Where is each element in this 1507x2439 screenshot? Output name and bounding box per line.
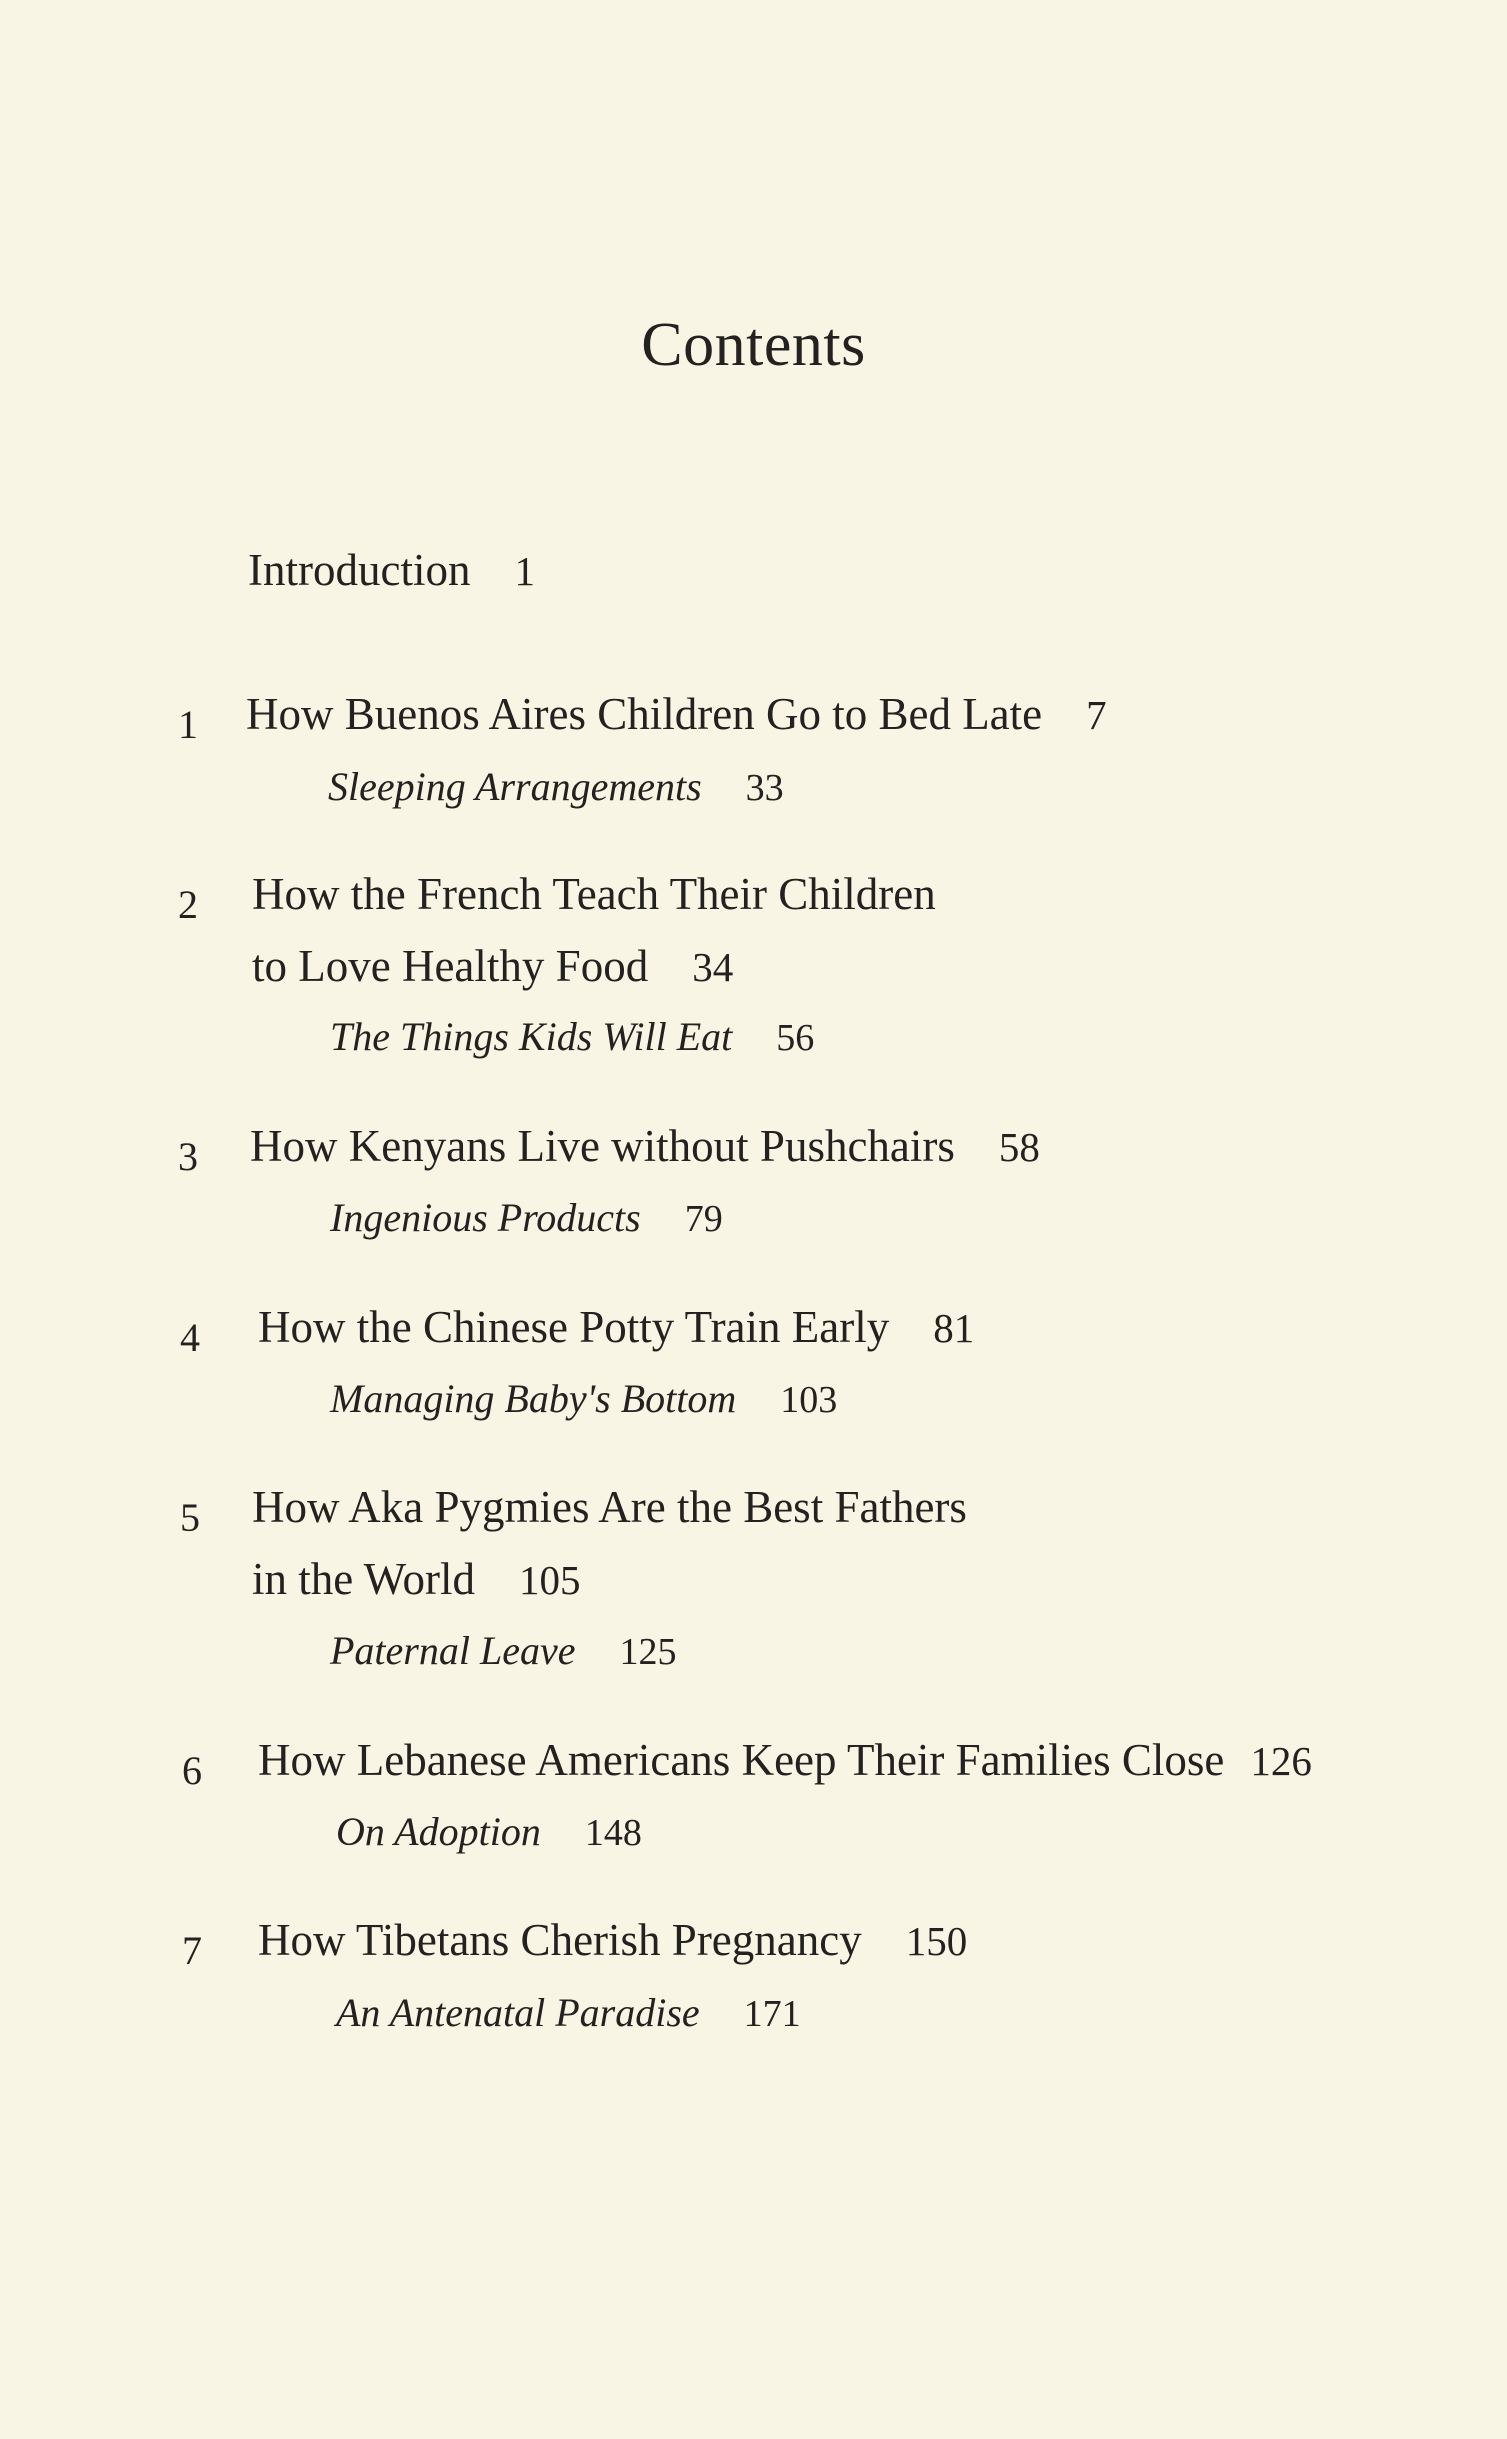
chapter-number: 3 <box>178 1134 198 1179</box>
chapter-number: 5 <box>180 1495 200 1540</box>
toc-page-number: 126 <box>1250 1738 1312 1784</box>
toc-subsection-title: The Things Kids Will Eat <box>330 1014 733 1059</box>
toc-subsection-title: Managing Baby's Bottom <box>330 1376 737 1421</box>
toc-entry-title: How Lebanese Americans Keep Their Families Close <box>258 1735 1225 1785</box>
toc-page-number: 56 <box>776 1017 815 1059</box>
toc-entry-title: Introduction <box>248 545 471 595</box>
toc-subsection[interactable] <box>330 1376 838 1421</box>
toc-entry-title: How Tibetans Cherish Pregnancy <box>258 1915 862 1965</box>
toc-subsection-title: Paternal Leave <box>330 1628 576 1673</box>
toc-introduction[interactable] <box>248 545 535 595</box>
toc-entry-title: How Aka Pygmies Are the Best Fathers <box>252 1482 967 1532</box>
toc-chapter-2-line-2[interactable] <box>252 941 734 991</box>
toc-entry-title: in the World <box>252 1554 476 1604</box>
toc-entry-title: How Buenos Aires Children Go to Bed Late <box>246 689 1043 739</box>
toc-subsection-title: On Adoption <box>336 1809 541 1854</box>
toc-entry-title: How the Chinese Potty Train Early <box>258 1302 890 1352</box>
toc-page-number: 171 <box>743 1993 801 2035</box>
toc-subsection[interactable] <box>336 1990 801 2035</box>
toc-subsection[interactable] <box>328 764 784 809</box>
toc-subsection-title: Ingenious Products <box>330 1195 641 1240</box>
toc-page-number: 105 <box>519 1557 581 1603</box>
toc-subsection[interactable] <box>330 1014 815 1059</box>
toc-page-number: 79 <box>684 1198 723 1240</box>
toc-chapter-4[interactable] <box>258 1302 975 1352</box>
toc-chapter-5-line-2[interactable] <box>252 1554 581 1604</box>
chapter-number: 7 <box>182 1928 202 1973</box>
toc-page-number: 148 <box>584 1812 642 1854</box>
toc-page-number: 81 <box>933 1305 975 1351</box>
toc-entry-title: How the French Teach Their Children <box>252 869 936 919</box>
chapter-number: 2 <box>178 882 198 927</box>
toc-subsection[interactable] <box>330 1195 723 1240</box>
toc-page-number: 150 <box>905 1918 968 1964</box>
toc-subsection[interactable] <box>336 1809 642 1854</box>
toc-chapter-6[interactable] <box>258 1735 1312 1785</box>
toc-chapter-1[interactable] <box>246 689 1107 739</box>
toc-subsection-title: An Antenatal Paradise <box>336 1990 700 2035</box>
chapter-number: 6 <box>182 1748 202 1793</box>
toc-page-number: 58 <box>998 1124 1040 1170</box>
toc-page-number: 103 <box>780 1379 838 1421</box>
toc-subsection-title: Sleeping Arrangements <box>328 764 702 809</box>
toc-page-number: 33 <box>745 767 784 809</box>
toc-chapter-5[interactable] <box>252 1482 967 1532</box>
toc-page-number: 7 <box>1086 692 1107 738</box>
toc-page-number: 34 <box>692 944 734 990</box>
toc-chapter-7[interactable] <box>258 1915 968 1965</box>
toc-subsection[interactable] <box>330 1628 677 1673</box>
chapter-number: 1 <box>178 702 198 747</box>
chapter-number: 4 <box>180 1315 200 1360</box>
toc-page-number: 1 <box>514 548 535 594</box>
toc-page-number: 125 <box>619 1631 677 1673</box>
toc-entry-title: How Kenyans Live without Pushchairs <box>250 1121 955 1171</box>
toc-entry-title: to Love Healthy Food <box>252 941 649 991</box>
page-title: Contents <box>641 311 866 379</box>
toc-chapter-3[interactable] <box>250 1121 1040 1171</box>
toc-chapter-2[interactable] <box>252 869 936 919</box>
